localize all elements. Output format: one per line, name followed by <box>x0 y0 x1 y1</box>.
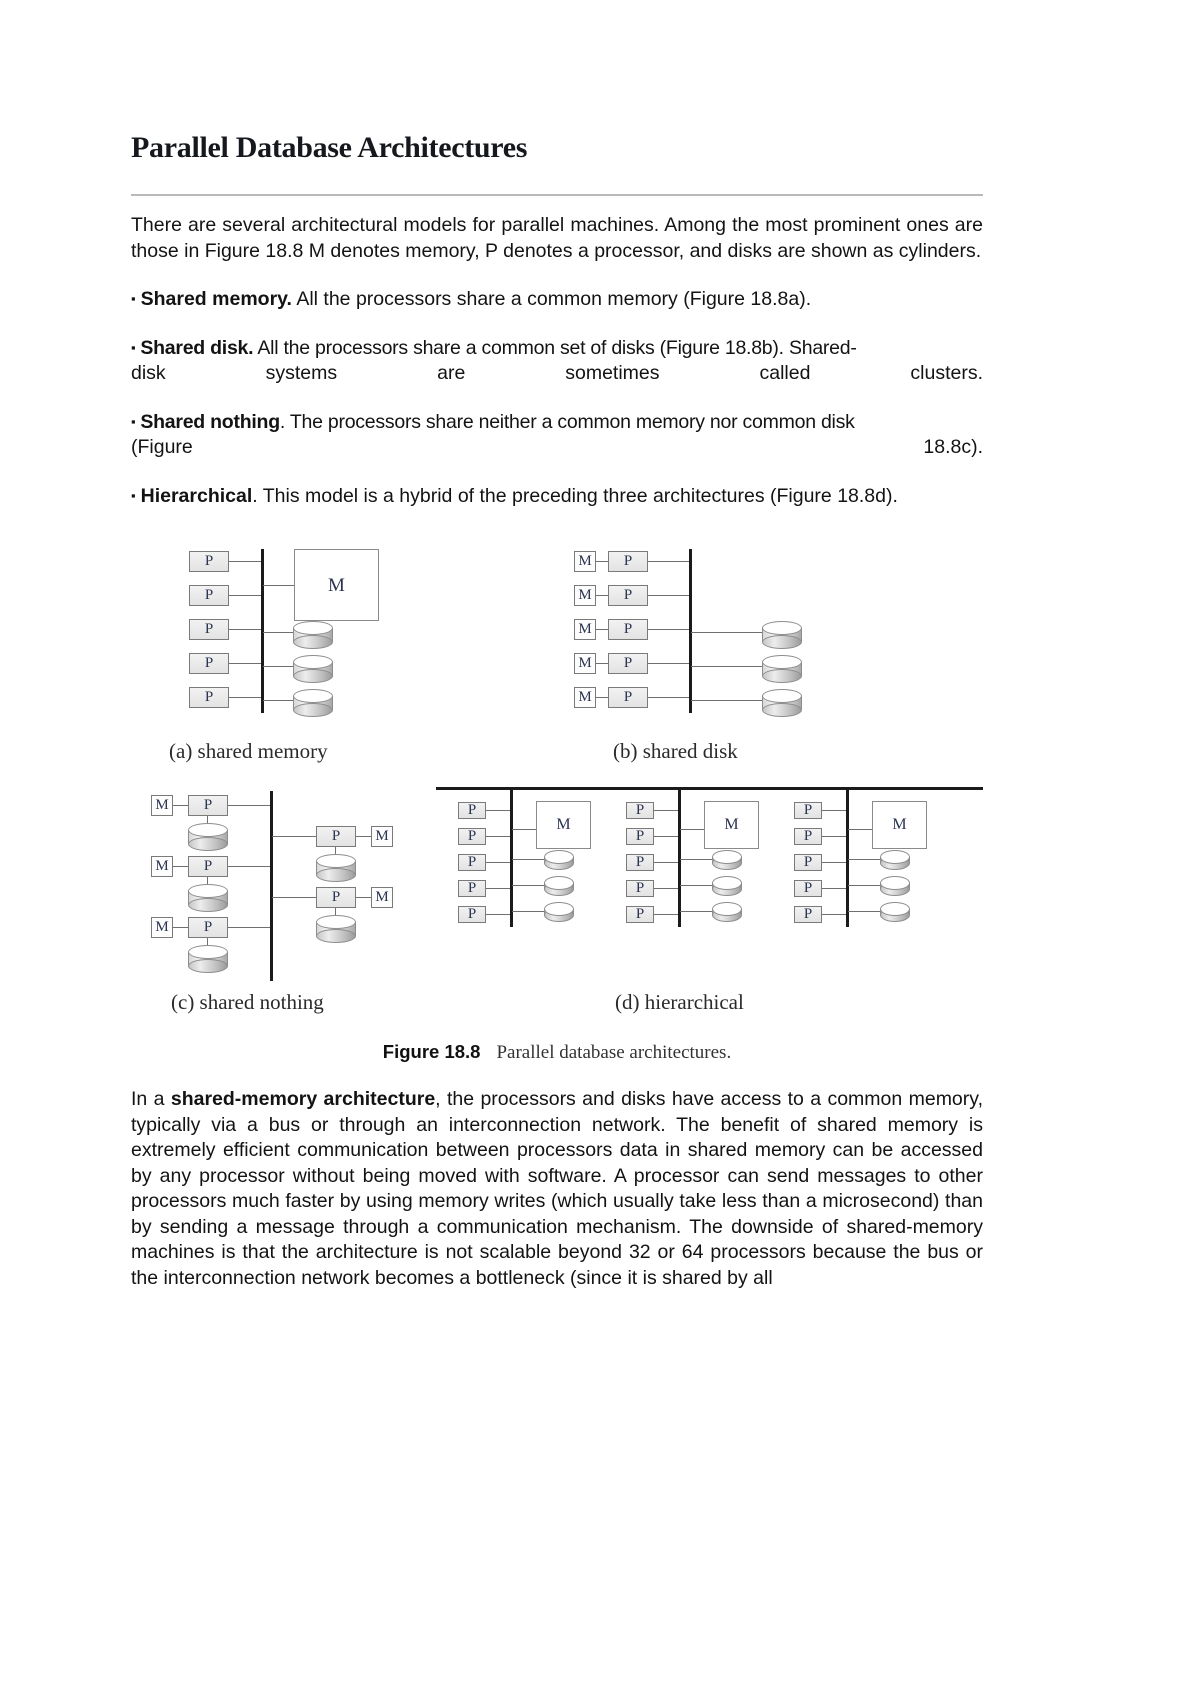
connector-line <box>228 927 272 928</box>
memory-node: M <box>151 856 173 877</box>
connector-line <box>512 885 546 886</box>
disk-cylinder <box>316 915 356 943</box>
processor-node: P <box>188 856 228 877</box>
connector-line <box>654 836 679 837</box>
bullet-shared-nothing-line2 <box>131 435 983 461</box>
connector-line <box>648 663 690 664</box>
subfigure-d-hierarchical <box>436 787 983 962</box>
disk-cylinder <box>188 945 228 973</box>
system-bus <box>261 549 264 713</box>
processor-node: P <box>458 854 486 871</box>
bullet-shared-disk-line2 <box>131 361 983 387</box>
bullet-marker-icon: ▪ <box>131 413 136 429</box>
processor-node: P <box>608 551 648 572</box>
memory-node: M <box>574 551 596 572</box>
subfigure-c-shared-nothing <box>151 795 431 960</box>
line2-word: clusters. <box>910 362 983 384</box>
disk-cylinder <box>293 689 333 717</box>
processor-node: P <box>458 802 486 819</box>
processor-node: P <box>794 854 822 871</box>
memory-node: M <box>151 917 173 938</box>
connector-line <box>229 663 262 664</box>
disk-cylinder <box>544 902 574 922</box>
bullet-hierarchical <box>131 483 983 510</box>
bullet-term: Hierarchical <box>140 484 253 507</box>
connector-line <box>512 859 546 860</box>
connector-line <box>596 663 608 664</box>
processor-node: P <box>626 828 654 845</box>
memory-node: M <box>536 801 591 849</box>
bullet-marker-icon: ▪ <box>131 487 136 503</box>
connector-line <box>229 697 262 698</box>
bullet-text: . The processors share neither a common memory nor common disk <box>279 410 855 433</box>
connector-line <box>486 862 511 863</box>
processor-node: P <box>188 917 228 938</box>
processor-node: P <box>608 687 648 708</box>
memory-node: M <box>704 801 759 849</box>
memory-node: M <box>574 619 596 640</box>
disk-cylinder <box>880 902 910 922</box>
processor-node: P <box>608 653 648 674</box>
connector-line <box>512 911 546 912</box>
processor-node: P <box>794 802 822 819</box>
connector-line <box>654 914 679 915</box>
disk-cylinder <box>762 689 802 717</box>
disk-cylinder <box>712 902 742 922</box>
connector-line <box>173 866 189 867</box>
processor-node: P <box>626 906 654 923</box>
paragraph-bold-term: shared-memory architecture <box>170 1088 436 1110</box>
connector-line <box>263 632 295 633</box>
processor-node: P <box>794 880 822 897</box>
connector-line <box>691 700 764 701</box>
connector-line <box>654 888 679 889</box>
bullet-shared-disk <box>131 335 983 362</box>
disk-cylinder <box>316 854 356 882</box>
line2-word: sometimes <box>565 362 660 384</box>
connector-line <box>356 836 372 837</box>
closing-paragraph <box>131 1087 983 1291</box>
line2-word: called <box>759 362 811 384</box>
connector-line <box>486 836 511 837</box>
connector-line <box>680 911 714 912</box>
figure-18-8 <box>131 547 983 1067</box>
connector-line <box>229 561 262 562</box>
bullet-text: All the processors share a common memory (Figure 18.8a). <box>291 288 812 310</box>
disk-cylinder <box>544 850 574 870</box>
disk-cylinder <box>712 850 742 870</box>
bullet-text: . This model is a hybrid of the preceding three architectures (Figure 18.8d). <box>252 484 898 507</box>
bullet-term: Shared disk. <box>140 336 254 359</box>
subfigure-a-shared-memory <box>189 547 449 722</box>
system-bus <box>689 549 692 713</box>
connector-line <box>822 888 847 889</box>
subfigure-b-shared-disk <box>574 547 864 722</box>
subfigure-d-caption: (d) hierarchical <box>615 990 744 1014</box>
bullet-shared-memory <box>131 286 983 313</box>
memory-node: M <box>872 801 927 849</box>
connector-line <box>596 629 608 630</box>
connector-line <box>822 836 847 837</box>
disk-cylinder <box>712 876 742 896</box>
connector-line <box>691 666 764 667</box>
cluster-bus <box>846 787 849 927</box>
memory-node: M <box>574 585 596 606</box>
connector-line <box>648 595 690 596</box>
connector-line <box>648 629 690 630</box>
bullet-marker-icon: ▪ <box>131 339 136 355</box>
bullet-term: Shared nothing <box>140 410 280 433</box>
cluster-bus <box>678 787 681 927</box>
page-title: Parallel Database Architectures <box>131 131 528 164</box>
system-bus <box>270 791 273 981</box>
line2-word: are <box>437 362 466 384</box>
connector-line <box>272 897 317 898</box>
disk-cylinder <box>188 823 228 851</box>
line2-word: systems <box>265 362 338 384</box>
connector-line <box>680 859 714 860</box>
connector-line <box>173 927 189 928</box>
connector-line <box>229 629 262 630</box>
disk-cylinder <box>293 621 333 649</box>
document-page <box>131 0 983 1696</box>
processor-node: P <box>316 826 356 847</box>
connector-line <box>680 885 714 886</box>
line2-word: disk <box>131 362 166 384</box>
connector-line <box>596 561 608 562</box>
memory-node: M <box>371 887 393 908</box>
processor-node: P <box>458 828 486 845</box>
connector-line <box>228 805 272 806</box>
processor-node: P <box>189 551 229 572</box>
connector-line <box>228 866 272 867</box>
processor-node: P <box>626 880 654 897</box>
intro-paragraph: There are several architectural models for parallel machines. Among the most prominent ones are those in Figure 18.8 M denotes memory, P denotes a processor, and disks are shown as cylinders. <box>131 214 983 262</box>
connector-line <box>272 836 317 837</box>
disk-cylinder <box>880 850 910 870</box>
figure-number: Figure 18.8 <box>382 1041 481 1062</box>
connector-line <box>848 885 882 886</box>
disk-cylinder <box>762 621 802 649</box>
connector-line <box>822 914 847 915</box>
connector-line <box>263 666 295 667</box>
connector-line <box>229 595 262 596</box>
connector-line <box>596 697 608 698</box>
processor-node: P <box>189 687 229 708</box>
memory-node: M <box>574 687 596 708</box>
connector-line <box>691 632 764 633</box>
connector-line <box>596 595 608 596</box>
connector-line <box>848 911 882 912</box>
connector-line <box>263 585 295 586</box>
title-divider <box>131 194 983 196</box>
memory-node: M <box>371 826 393 847</box>
line2-word: (Figure <box>131 436 193 458</box>
subfigure-a-caption: (a) shared memory <box>169 739 328 763</box>
processor-node: P <box>458 906 486 923</box>
connector-line <box>486 888 511 889</box>
processor-node: P <box>458 880 486 897</box>
connector-line <box>654 862 679 863</box>
connector-line <box>648 561 690 562</box>
processor-node: P <box>608 585 648 606</box>
processor-node: P <box>189 619 229 640</box>
bullet-shared-nothing <box>131 409 983 436</box>
connector-line <box>648 697 690 698</box>
processor-node: P <box>608 619 648 640</box>
disk-cylinder <box>188 884 228 912</box>
disk-cylinder <box>293 655 333 683</box>
interconnection-network <box>436 787 983 790</box>
bullet-text: All the processors share a common set of disks (Figure 18.8b). Shared- <box>253 336 857 359</box>
subfigure-b-caption: (b) shared disk <box>613 739 738 763</box>
connector-line <box>486 810 511 811</box>
memory-node: M <box>574 653 596 674</box>
connector-line <box>512 829 537 830</box>
processor-node: P <box>189 653 229 674</box>
bullet-term: Shared memory. <box>140 288 292 310</box>
figure-caption-text: Parallel database architectures. <box>496 1042 732 1063</box>
connector-line <box>486 914 511 915</box>
processor-node: P <box>189 585 229 606</box>
connector-line <box>263 700 295 701</box>
processor-node: P <box>316 887 356 908</box>
connector-line <box>173 805 189 806</box>
disk-cylinder <box>880 876 910 896</box>
bullet-marker-icon: ▪ <box>131 291 136 306</box>
memory-node: M <box>294 549 379 621</box>
paragraph-lead: In a <box>131 1088 171 1110</box>
connector-line <box>680 829 705 830</box>
processor-node: P <box>626 802 654 819</box>
connector-line <box>822 810 847 811</box>
processor-node: P <box>794 828 822 845</box>
disk-cylinder <box>544 876 574 896</box>
processor-node: P <box>188 795 228 816</box>
connector-line <box>848 859 882 860</box>
connector-line <box>356 897 372 898</box>
subfigure-c-caption: (c) shared nothing <box>171 990 324 1014</box>
cluster-bus <box>510 787 513 927</box>
processor-node: P <box>626 854 654 871</box>
paragraph-rest: , the processors and disks have access to a common memory, typically via a bus or through an interconnection network. The benefit of shared memory is extremely efficient communication between processors data in shared memory can be accessed by any processor without being moved with software. A processor can send messages to other processors much faster by using memory writes (which usually take less than a microsecond) than by sending a message through a communication mechanism. The downside of shared-memory machines is that the architecture is not scalable beyond 32 or 64 processors because the bus or the interconnection network becomes a bottleneck (since it is shared by all <box>131 1088 983 1289</box>
disk-cylinder <box>762 655 802 683</box>
connector-line <box>848 829 873 830</box>
processor-node: P <box>794 906 822 923</box>
line2-word: 18.8c). <box>923 436 983 458</box>
connector-line <box>822 862 847 863</box>
memory-node: M <box>151 795 173 816</box>
figure-caption <box>131 1041 983 1064</box>
connector-line <box>654 810 679 811</box>
